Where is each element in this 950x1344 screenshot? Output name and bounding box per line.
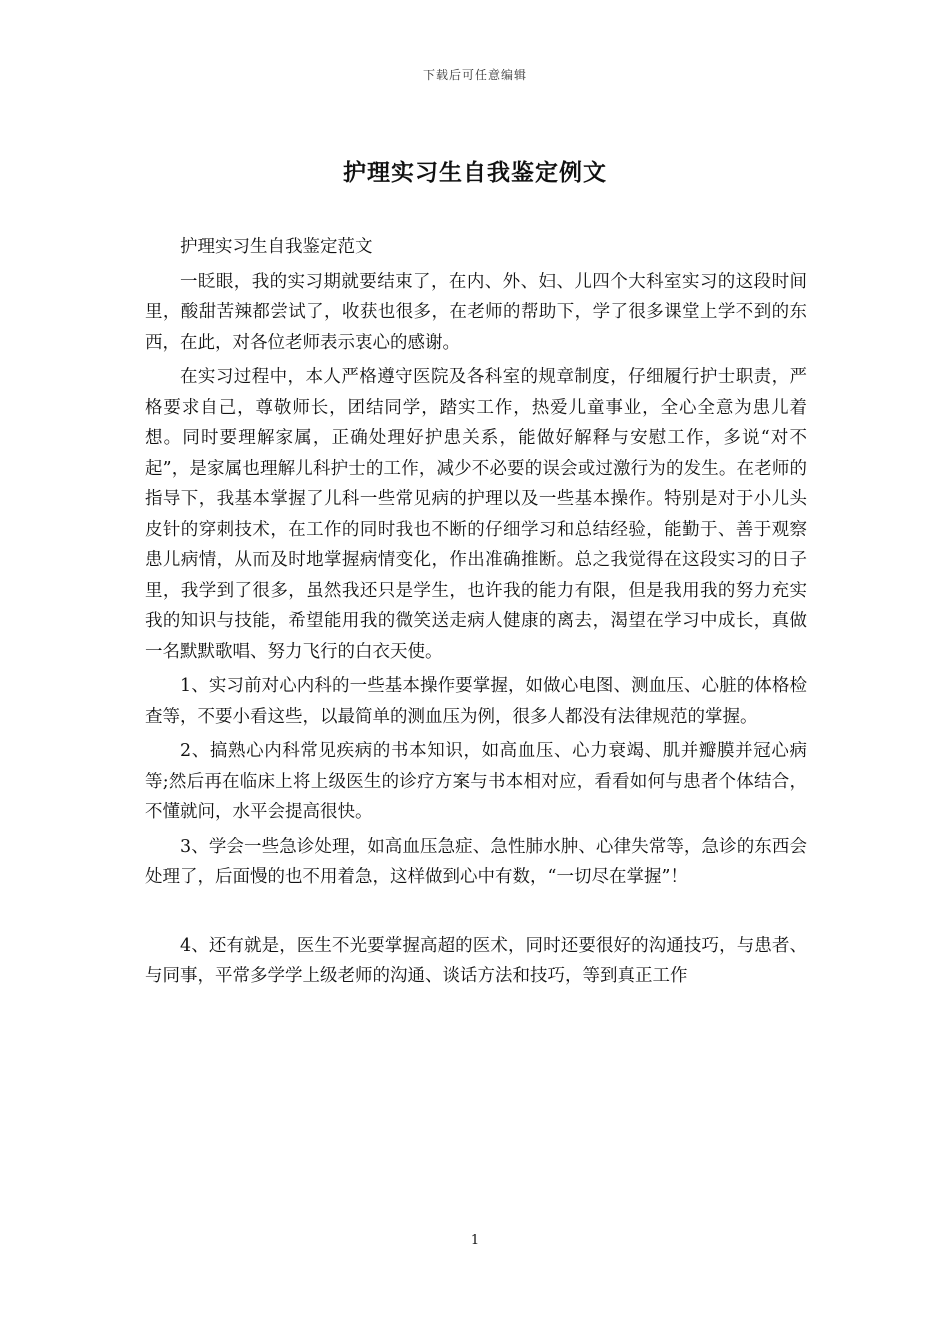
document-body	[145, 232, 807, 996]
list-paragraph-1: 1、实习前对心内科的一些基本操作要掌握，如做心电图、测血压、心脏的体格检查等，不要小看这些，以最简单的测血压为例，很多人都没有法律规范的掌握。	[145, 676, 807, 727]
subtitle-paragraph: 护理实习生自我鉴定范文	[180, 237, 373, 257]
paragraph: 在实习过程中，本人严格遵守医院及各科室的规章制度，仔细履行护士职责，严格要求自己，尊敬师长，团结同学，踏实工作，热爱儿童事业，全心全意为患儿着想。同时要理解家属，正确处理好护患关系，能做好解释与安慰工作，多说“对不起”，是家属也理解儿科护士的工作，减少不必要的误会或过激行为的发生。在老师的指导下，我基本掌握了儿科一些常见病的护理以及一些基本操作。特别是对于小儿头皮针的穿刺技术，在工作的同时我也不断的仔细学习和总结经验，能勤于、善于观察患儿病情，从而及时地掌握病情变化，作出准确推断。总之我觉得在这段实习的日子里，我学到了很多，虽然我还只是学生，也许我的能力有限，但是我用我的努力充实我的知识与技能，希望能用我的微笑送走病人健康的离去，渴望在学习中成长，真做一名默默歌唱、努力飞行的白衣天使。	[145, 367, 807, 662]
paragraph: 一眨眼，我的实习期就要结束了，在内、外、妇、儿四个大科室实习的这段时间里，酸甜苦辣都尝试了，收获也很多，在老师的帮助下，学了很多课堂上学不到的东西，在此，对各位老师表示衷心的感谢。	[145, 271, 807, 353]
document-title: 护理实习生自我鉴定例文	[343, 159, 607, 186]
list-paragraph-3: 3、学会一些急诊处理，如高血压急症、急性肺水肿、心律失常等，急诊的东西会处理了，后面慢的也不用着急，这样做到心中有数，“一切尽在掌握”！	[145, 836, 807, 887]
page-number: 1	[470, 1233, 480, 1248]
list-paragraph-4: 4、还有就是，医生不光要掌握高超的医术，同时还要很好的沟通技巧，与患者、与同事，平常多学学上级老师的沟通、谈话方法和技巧，等到真正工作	[145, 935, 807, 986]
header-note: 下载后可任意编辑	[422, 68, 527, 82]
list-paragraph-2: 2、搞熟心内科常见疾病的书本知识，如高血压、心力衰竭、肌并瓣膜并冠心病等;然后再在临床上将上级医生的诊疗方案与书本相对应，看看如何与患者个体结合，不懂就问，水平会提高很快。	[145, 741, 807, 822]
